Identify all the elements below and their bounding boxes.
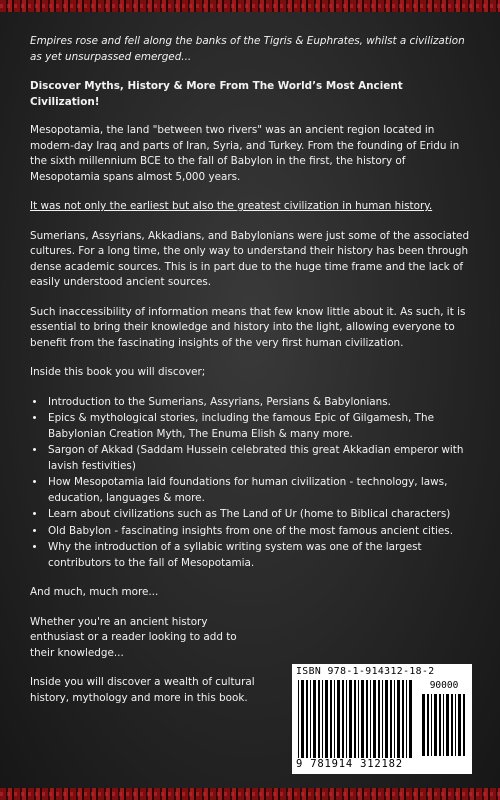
- and-more: And much, much more...: [30, 586, 159, 598]
- closing-discover: Inside you will discover a wealth of cultural history, mythology and more in this book.: [30, 676, 255, 704]
- barcode-bar: [446, 694, 449, 756]
- barcode-bar: [361, 680, 364, 758]
- barcode-bar: [306, 680, 308, 758]
- isbn-barcode: [292, 664, 472, 774]
- barcode-bar: [427, 694, 429, 756]
- barcode-bar: [434, 694, 437, 756]
- barcode-bar: [342, 680, 344, 758]
- list-item: • Learn about civilizations such as The Land of Ur (home to Biblical characters): [46, 507, 472, 523]
- barcode-bar: [349, 680, 352, 758]
- headline: Discover Myths, History & More From The World’s Most Ancient Civilization!: [30, 80, 403, 108]
- barcode-bar: [318, 680, 320, 758]
- paragraph-cultures: Sumerians, Assyrians, Akkadians, and Babylonians were just some of the associated cultures. For a long time, the only way to understand their history has been through dense academic sources. This is in part due to the huge time frame and the lack of easily understood ancient sources.: [30, 229, 470, 288]
- barcode-bar: [431, 694, 432, 756]
- list-item: • How Mesopotamia laid foundations for human civilization - technology, laws, education, languages & more.: [46, 475, 472, 506]
- paragraph-mesopotamia: Mesopotamia, the land "between two rivers" was an ancient region located in modern-day Iraq and parts of Iran, Syria, and Turkey. From the founding of Eridu in the sixth millennium BCE to the fall of Babylon in the first, the history of Mesopotamia spans almost 5,000 years.: [30, 124, 460, 183]
- barcode-bar: [310, 680, 311, 758]
- barcode-bar: [298, 680, 299, 758]
- barcode-bar: [422, 694, 425, 756]
- ean-digits: 9 781914 312182: [296, 758, 403, 770]
- list-item: • Old Babylon - fascinating insights from one of the most famous ancient cities.: [46, 524, 472, 540]
- list-item: • Why the introduction of a syllabic writing system was one of the largest contributors to the fall of Mesopotamia.: [46, 540, 472, 571]
- barcode-bar: [330, 680, 332, 758]
- barcode-bar: [451, 694, 453, 756]
- barcode-bar: [406, 680, 407, 758]
- decorative-border-bottom: [0, 788, 500, 800]
- barcode-bar: [334, 680, 335, 758]
- barcode-bar: [439, 694, 441, 756]
- isbn-number: ISBN 978-1-914312-18-2: [296, 666, 435, 677]
- ean-barcode-bars: [298, 680, 416, 758]
- intro-tagline: Empires rose and fell along the banks of the Tigris & Euphrates, whilst a civilization as yet unsurpassed emerged...: [30, 35, 465, 63]
- barcode-bar: [354, 680, 356, 758]
- discover-list: [30, 395, 472, 572]
- barcode-bar: [385, 680, 388, 758]
- barcode-bar: [443, 694, 444, 756]
- closing-enthusiast: Whether you're an ancient history enthusiast or a reader looking to add to their knowledge...: [30, 615, 237, 659]
- underlined-statement: It was not only the earliest but also the greatest civilization in human history.: [30, 200, 433, 212]
- barcode-bar: [378, 680, 380, 758]
- barcode-bar: [402, 680, 404, 758]
- barcode-bar: [458, 694, 461, 756]
- price-code: 90000: [429, 680, 459, 691]
- list-intro: Inside this book you will discover;: [30, 366, 206, 378]
- barcode-bar: [322, 680, 323, 758]
- barcode-bar: [358, 680, 359, 758]
- list-item: • Epics & mythological stories, including the famous Epic of Gilgamesh, The Babylonian Creation Myth, The Enuma Elish & many more.: [46, 411, 472, 442]
- barcode-bar: [382, 680, 383, 758]
- barcode-bar: [397, 680, 400, 758]
- barcode-bar: [313, 680, 316, 758]
- barcode-bar: [325, 680, 328, 758]
- paragraph-inaccessibility: Such inaccessibility of information means that few know little about it. As such, it is essential to bring their knowledge and history into the light, allowing everyone to benefit from the fascinating insights of the very first human civilization.: [30, 305, 466, 349]
- barcode-bar: [394, 680, 395, 758]
- barcode-bar: [409, 680, 412, 758]
- addon-barcode-bars: [422, 694, 466, 756]
- list-item: • Sargon of Akkad (Saddam Hussein celebrated this great Akkadian emperor with lavish festivities): [46, 443, 472, 474]
- decorative-border-top: [0, 0, 500, 12]
- barcode-bar: [301, 680, 304, 758]
- barcode-bar: [390, 680, 392, 758]
- barcode-bar: [370, 680, 371, 758]
- barcode-bar: [366, 680, 368, 758]
- list-item: • Introduction to the Sumerians, Assyrians, Persians & Babylonians.: [46, 395, 472, 411]
- barcode-bar: [463, 694, 465, 756]
- barcode-bar: [337, 680, 340, 758]
- back-cover-text: [30, 34, 472, 720]
- barcode-bar: [455, 694, 456, 756]
- barcode-bar: [346, 680, 347, 758]
- barcode-bar: [373, 680, 376, 758]
